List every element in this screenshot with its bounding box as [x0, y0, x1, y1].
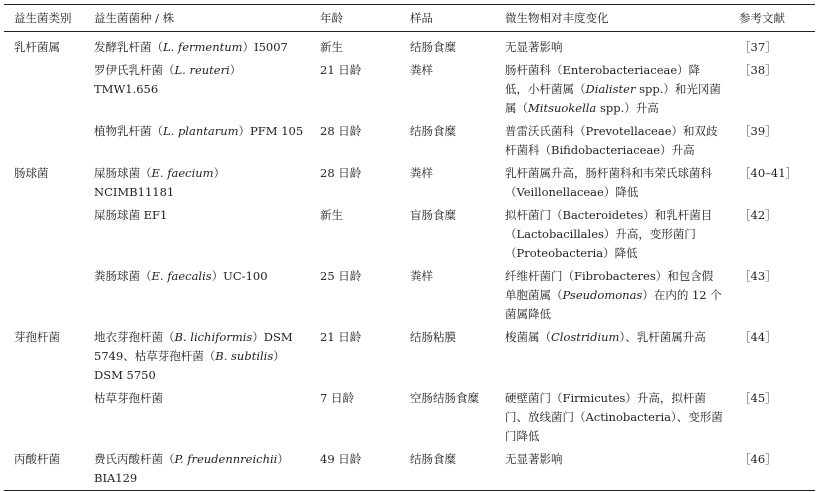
cell-strain — [84, 387, 310, 448]
cell-sample: 结肠粘膜 — [410, 330, 456, 344]
cell-ref: ［38］ — [739, 63, 777, 77]
cell-ref: ［45］ — [739, 391, 777, 405]
cell-change — [495, 387, 729, 448]
cell-category: 乳杆菌属 — [14, 40, 60, 54]
probiotic-microbiota-table — [4, 4, 815, 491]
change-segment: 乳杆菌属升高，肠杆菌科和韦荣氏球菌科（Veillonellaceae）降低 — [505, 166, 712, 199]
change-segment: 无显著影响 — [505, 40, 563, 54]
change-segment: 普雷沃氏菌科（Prevotellaceae）和双歧杆菌科（Bifidobacteriaceae）升高 — [505, 124, 718, 157]
cell-sample: 结肠食糜 — [410, 40, 456, 54]
cell-strain — [84, 326, 310, 387]
table-body — [4, 32, 815, 491]
cell-change — [495, 204, 729, 265]
strain-segment: 屎肠球菌 EF1 — [94, 208, 168, 222]
strain-segment: ）DSM 5749、枯草芽孢杆菌（ — [94, 330, 293, 363]
strain-segment: 发酵乳杆菌（ — [94, 40, 163, 54]
strain-segment: ）UC-100 — [211, 269, 268, 283]
cell-ref: ［43］ — [739, 269, 777, 283]
table-row — [4, 32, 815, 60]
change-segment: 肠杆菌科（Enterobacteriaceae）降低，小杆菌属（ — [505, 63, 701, 96]
cell-ref: ［39］ — [739, 124, 777, 138]
cell-category — [4, 204, 84, 265]
cell-strain — [84, 32, 310, 60]
cell-sample: 粪样 — [410, 269, 433, 283]
cell-change — [495, 120, 729, 162]
header-sample: 样品 — [410, 11, 433, 25]
strain-segment: 屎肠球菌（ — [94, 166, 152, 180]
change-segment: Clostridium — [551, 330, 620, 344]
header-age: 年龄 — [320, 11, 343, 25]
change-segment: 无显著影响 — [505, 452, 563, 466]
cell-category — [4, 59, 84, 120]
cell-age: 21 日龄 — [320, 63, 362, 77]
strain-segment: B. lichiformis — [174, 330, 253, 344]
cell-category: 芽孢杆菌 — [14, 330, 60, 344]
cell-category: 丙酸杆菌 — [14, 452, 60, 466]
strain-segment: E. faecalis — [151, 269, 212, 283]
cell-ref: ［42］ — [739, 208, 777, 222]
change-segment: spp.）和光冈菌属（ — [505, 82, 721, 115]
table-row — [4, 448, 815, 491]
cell-strain — [84, 59, 310, 120]
cell-strain — [84, 162, 310, 204]
strain-segment: 枯草芽孢杆菌 — [94, 391, 163, 405]
cell-sample: 结肠食糜 — [410, 452, 456, 466]
strain-segment: ）NCIMB11181 — [94, 166, 226, 199]
cell-strain — [84, 204, 310, 265]
cell-category — [4, 120, 84, 162]
cell-strain — [84, 265, 310, 326]
change-segment: Pseudomonas — [562, 288, 643, 302]
strain-segment: ）TMW1.656 — [94, 63, 242, 96]
change-segment: spp.）升高 — [596, 101, 659, 115]
cell-age: 新生 — [320, 40, 343, 54]
change-segment: Mitsuokella — [528, 101, 597, 115]
cell-sample: 结肠食糜 — [410, 124, 456, 138]
cell-change — [495, 326, 729, 387]
change-segment: 拟杆菌门（Bacteroidetes）和乳杆菌目（Lactobacillales）升高，变形菌门（Proteobacteria）降低 — [505, 208, 713, 260]
cell-category — [4, 265, 84, 326]
table-row — [4, 162, 815, 204]
cell-age: 7 日龄 — [320, 391, 354, 405]
cell-age: 28 日龄 — [320, 124, 362, 138]
table-row — [4, 326, 815, 387]
cell-ref: ［46］ — [739, 452, 777, 466]
cell-age: 新生 — [320, 208, 343, 222]
cell-age: 21 日龄 — [320, 330, 362, 344]
strain-segment: B. subtilis — [215, 349, 274, 363]
cell-change — [495, 32, 729, 60]
header-category: 益生菌类别 — [14, 11, 72, 25]
strain-segment: L. plantarum — [163, 124, 239, 138]
strain-segment: 植物乳杆菌（ — [94, 124, 163, 138]
change-segment: 梭菌属（ — [505, 330, 551, 344]
table-row — [4, 265, 815, 326]
cell-change — [495, 162, 729, 204]
cell-strain — [84, 120, 310, 162]
strain-segment: ）DSM 5750 — [94, 349, 285, 382]
cell-sample: 粪样 — [410, 63, 433, 77]
cell-change — [495, 59, 729, 120]
change-segment: Dialister — [585, 82, 636, 96]
change-segment: 硬壁菌门（Firmicutes）升高，拟杆菌门、放线菌门（Actinobacteria）、变形菌门降低 — [505, 391, 723, 443]
cell-age: 49 日龄 — [320, 452, 362, 466]
strain-segment: 费氏丙酸杆菌（ — [94, 452, 175, 466]
cell-category: 肠球菌 — [14, 166, 49, 180]
header-row — [4, 5, 815, 32]
change-segment: ）在内的 12 个菌属降低 — [505, 288, 722, 321]
header-strain: 益生菌菌种 / 株 — [94, 11, 175, 25]
cell-ref: ［40–41］ — [739, 166, 798, 180]
strain-segment: E. faecium — [151, 166, 214, 180]
table-row — [4, 59, 815, 120]
cell-sample: 粪样 — [410, 166, 433, 180]
cell-change — [495, 448, 729, 491]
strain-segment: ）PFM 105 — [238, 124, 304, 138]
table-row — [4, 120, 815, 162]
cell-age: 28 日龄 — [320, 166, 362, 180]
strain-segment: ）I5007 — [242, 40, 288, 54]
table-row — [4, 204, 815, 265]
change-segment: ）、乳杆菌属升高 — [619, 330, 706, 344]
cell-category — [4, 387, 84, 448]
change-segment: 纤维杆菌门（Fibrobacteres）和包含假单胞菌属（ — [505, 269, 714, 302]
strain-segment: 罗伊氏乳杆菌（ — [94, 63, 175, 77]
header-change: 微生物相对丰度变化 — [505, 11, 609, 25]
strain-segment: 地衣芽孢杆菌（ — [94, 330, 175, 344]
cell-ref: ［37］ — [739, 40, 777, 54]
cell-sample: 盲肠食糜 — [410, 208, 456, 222]
strain-segment: 粪肠球菌（ — [94, 269, 152, 283]
cell-sample: 空肠结肠食糜 — [410, 391, 479, 405]
header-ref: 参考文献 — [739, 11, 785, 25]
strain-segment: L. reuteri — [174, 63, 230, 77]
table-row — [4, 387, 815, 448]
strain-segment: ）BIA129 — [94, 452, 289, 485]
strain-segment: L. fermentum — [163, 40, 243, 54]
strain-segment: P. freudennreichii — [174, 452, 278, 466]
cell-ref: ［44］ — [739, 330, 777, 344]
cell-strain — [84, 448, 310, 491]
cell-change — [495, 265, 729, 326]
cell-age: 25 日龄 — [320, 269, 362, 283]
